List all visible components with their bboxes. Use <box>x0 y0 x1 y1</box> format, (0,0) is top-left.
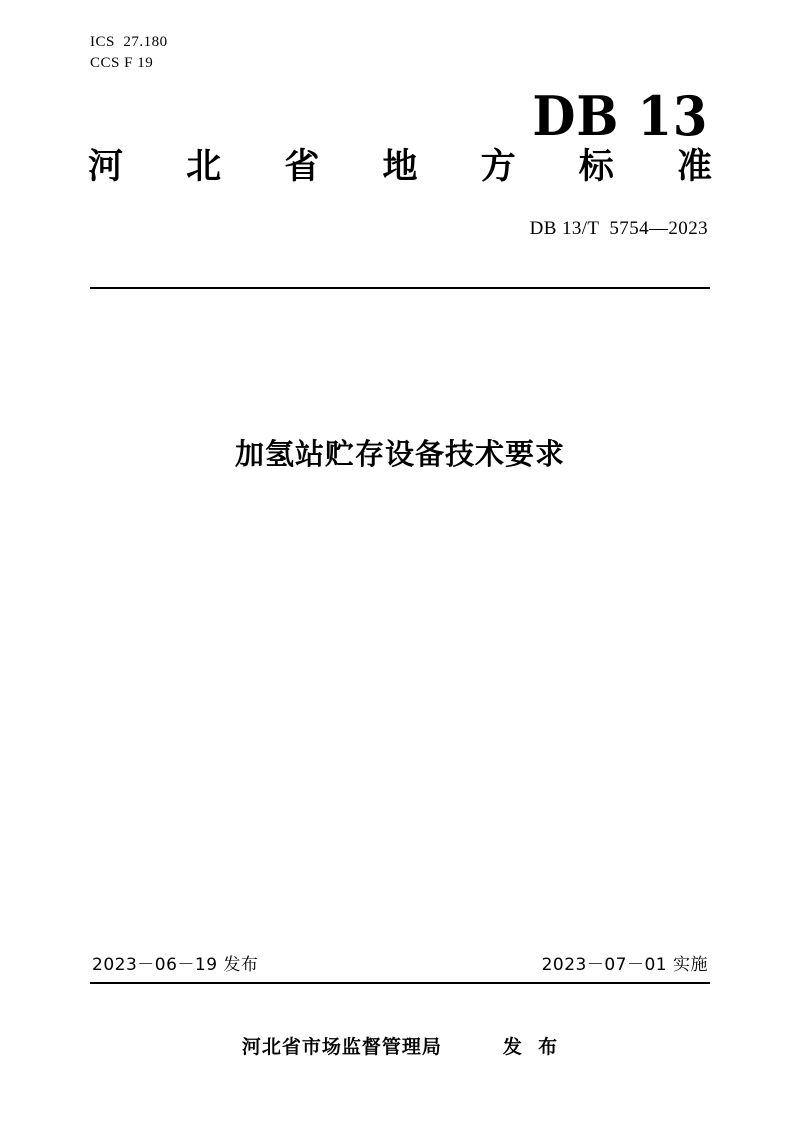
series-title-char-4: 地 <box>382 147 418 187</box>
classification-codes <box>90 32 168 74</box>
series-title-char-5: 方 <box>480 147 516 187</box>
standard-number: DB 13/T 5754—2023 <box>529 218 708 239</box>
db13-logo: DB 13 <box>531 84 708 148</box>
effective-date: 2023－07－01 实施 <box>541 955 708 975</box>
series-title-char-7: 准 <box>676 147 712 187</box>
header-divider <box>90 287 710 289</box>
ics-code: ICS 27.180 <box>90 34 168 50</box>
footer-divider <box>90 982 710 984</box>
standard-series-title <box>88 145 712 189</box>
series-title-char-2: 北 <box>186 147 222 187</box>
series-title-char-1: 河 <box>88 147 124 187</box>
ccs-code: CCS F 19 <box>90 55 154 71</box>
series-title-char-6: 标 <box>578 147 614 187</box>
publisher-name: 河北省市场监督管理局 发 布 <box>241 1036 559 1058</box>
series-title-char-3: 省 <box>284 147 320 187</box>
document-title: 加氢站贮存设备技术要求 <box>234 437 565 471</box>
issue-date: 2023－06－19 发布 <box>92 955 259 975</box>
